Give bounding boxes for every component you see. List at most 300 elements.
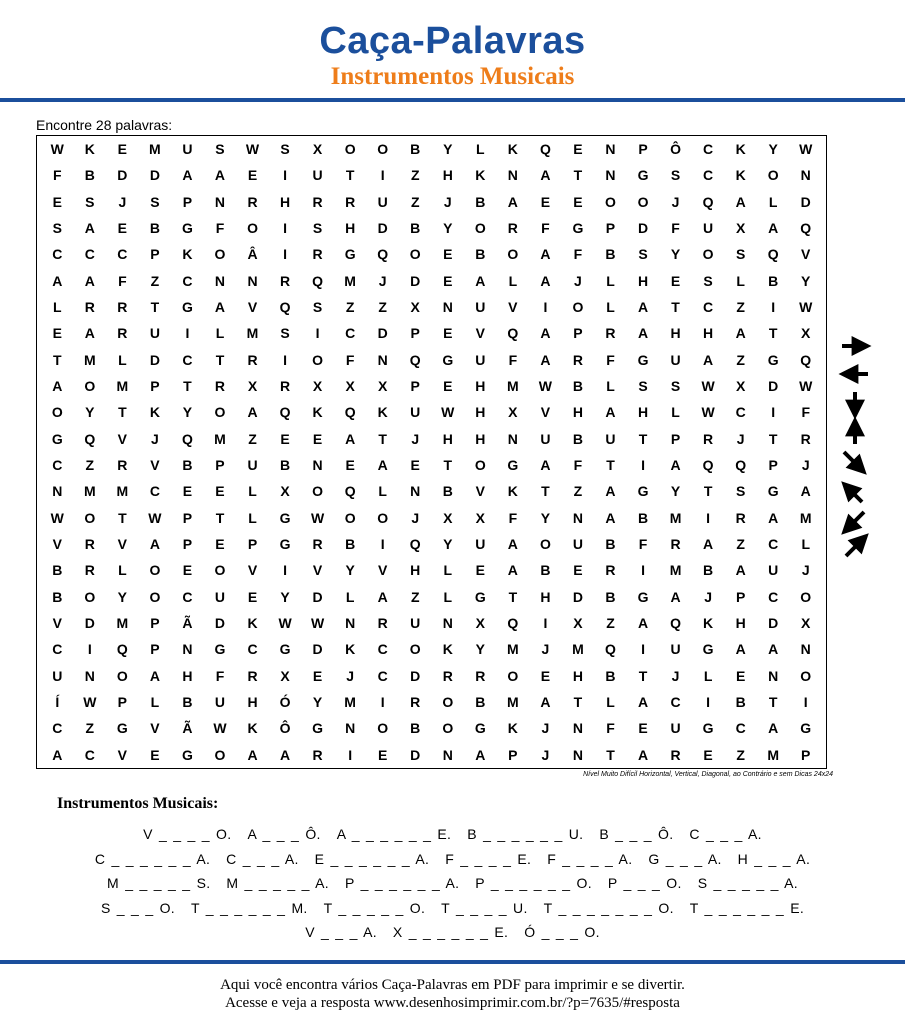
grid-letter: Q <box>767 246 779 263</box>
grid-letter: Q <box>702 457 714 474</box>
grid-letter: T <box>118 509 127 526</box>
grid-letter: E <box>247 167 258 184</box>
grid-letter: E <box>52 193 62 210</box>
grid-letter: I <box>380 694 385 711</box>
grid-letter: O <box>344 141 356 158</box>
grid-letter: C <box>247 641 258 658</box>
grid-letter: T <box>150 299 160 316</box>
grid-letter: O <box>149 588 161 605</box>
grid-letter: N <box>572 746 583 763</box>
grid-letter: U <box>247 457 258 474</box>
grid-letter: P <box>182 536 193 553</box>
grid-letter: Y <box>117 588 128 605</box>
grid-letter: T <box>768 325 778 342</box>
grid-letter: E <box>443 325 453 342</box>
grid-letter: T <box>215 509 225 526</box>
word-hint: Ó _ _ _ O. <box>524 924 600 940</box>
grid-letter: R <box>572 351 583 368</box>
grid-letter: B <box>703 562 714 579</box>
grid-letter: N <box>84 667 95 684</box>
grid-letter: E <box>280 430 290 447</box>
grid-letter: A <box>214 299 226 316</box>
grid-letter: W <box>50 141 64 158</box>
grid-letter: N <box>507 167 518 184</box>
grid-letter: T <box>703 483 713 500</box>
grid-letter: G <box>442 351 454 368</box>
grid-letter: R <box>312 193 323 210</box>
grid-letter: G <box>279 641 291 658</box>
grid-letter: Q <box>312 272 324 289</box>
grid-letter: L <box>801 536 810 553</box>
grid-letter: V <box>52 615 62 632</box>
grid-letter: N <box>442 299 453 316</box>
grid-letter: T <box>768 430 778 447</box>
grid-letter: D <box>768 615 779 632</box>
grid-letter: I <box>641 562 645 579</box>
grid-letter: O <box>409 641 421 658</box>
grid-letter: O <box>312 351 324 368</box>
grid-letter: O <box>442 694 454 711</box>
grid-letter: O <box>800 588 812 605</box>
grid-letter: S <box>703 272 713 289</box>
grid-letter: X <box>312 141 323 158</box>
grid-letter: C <box>52 457 63 474</box>
grid-letter: O <box>767 167 779 184</box>
grid-letter: K <box>507 720 518 737</box>
grid-letter: T <box>215 351 225 368</box>
grid-letter: U <box>52 667 63 684</box>
grid-letter: R <box>670 746 681 763</box>
grid-letter: V <box>117 430 128 447</box>
grid-letter: W <box>83 694 97 711</box>
grid-letter: J <box>574 272 582 289</box>
grid-letter: D <box>572 588 583 605</box>
grid-letter: L <box>215 325 225 342</box>
grid-letter: B <box>605 536 616 553</box>
grid-letter: I <box>543 615 548 632</box>
grid-letter: C <box>670 694 681 711</box>
grid-letter: A <box>637 615 649 632</box>
grid-letter: T <box>541 483 550 500</box>
grid-letter: F <box>606 351 615 368</box>
grid-letter: Y <box>182 404 193 421</box>
grid-letter: P <box>150 615 160 632</box>
grid-letter: R <box>377 615 388 632</box>
grid-letter: K <box>312 404 323 421</box>
grid-letter: E <box>345 457 355 474</box>
grid-letter: B <box>279 457 291 474</box>
grid-letter: Z <box>736 351 745 368</box>
grid-letter: C <box>768 536 779 553</box>
grid-letter: I <box>380 536 385 553</box>
grid-letter: X <box>475 615 485 632</box>
grid-letter: H <box>540 588 551 605</box>
grid-letter: A <box>735 562 746 579</box>
grid-letter: H <box>670 325 681 342</box>
grid-letter: H <box>735 615 746 632</box>
grid-letter: M <box>507 694 519 711</box>
grid-letter: U <box>540 430 551 447</box>
grid-letter: Q <box>84 430 96 447</box>
grid-letter: N <box>214 272 226 289</box>
grid-letter: B <box>637 509 649 526</box>
grid-letter: Y <box>768 141 778 158</box>
grid-letter: Y <box>280 588 290 605</box>
word-hint: T _ _ _ _ _ _ E. <box>689 899 805 916</box>
grid-letter: L <box>345 588 355 605</box>
grid-letter: J <box>671 667 680 684</box>
grid-letter: I <box>315 325 320 342</box>
grid-letter: F <box>606 720 615 737</box>
grid-letter: I <box>283 246 287 263</box>
grid-letter: D <box>149 167 160 184</box>
grid-letter: Q <box>344 404 356 421</box>
grid-letter: K <box>442 641 453 658</box>
grid-letter: D <box>214 615 226 632</box>
grid-letter: J <box>801 562 810 579</box>
grid-letter: O <box>51 404 63 421</box>
grid-letter: Q <box>409 536 421 553</box>
grid-letter: A <box>637 694 649 711</box>
grid-letter: B <box>345 536 356 553</box>
grid-letter: U <box>475 536 486 553</box>
grid-letter: G <box>572 220 584 237</box>
grid-letter: T <box>443 457 453 474</box>
grid-letter: L <box>508 272 518 289</box>
difficulty-note: Nível Muito Difícil Horizontal, Vertical, Diagonal, ao Contrário e sem Dicas 24x24 <box>583 771 833 778</box>
grid-letter: Z <box>248 430 257 447</box>
grid-letter: B <box>605 588 616 605</box>
grid-letter: M <box>116 378 129 395</box>
grid-letter: A <box>52 378 63 395</box>
grid-letter: C <box>52 246 63 263</box>
grid-letter: R <box>507 220 518 237</box>
grid-letter: M <box>572 641 584 658</box>
grid-letter: A <box>540 694 551 711</box>
grid-letter: I <box>641 457 645 474</box>
grid-letter: Z <box>410 167 420 184</box>
grid-letter: E <box>215 483 225 500</box>
grid-letter: R <box>117 299 128 316</box>
header-divider <box>0 98 905 102</box>
grid-letter: Q <box>800 351 812 368</box>
grid-letter: S <box>735 246 746 263</box>
grid-letter: J <box>150 430 159 447</box>
grid-letter: W <box>148 509 162 526</box>
grid-letter: C <box>52 641 63 658</box>
grid-letter: K <box>149 404 160 421</box>
grid-letter: D <box>377 220 388 237</box>
grid-letter: D <box>410 667 421 684</box>
grid-letter: O <box>572 299 584 316</box>
grid-letter: O <box>539 536 551 553</box>
grid-letter: D <box>84 615 95 632</box>
grid-letter: U <box>149 325 160 342</box>
grid-letter: B <box>540 562 551 579</box>
grid-letter: F <box>52 167 62 184</box>
grid-letter: G <box>702 641 714 658</box>
grid-letter: Q <box>670 615 681 632</box>
grid-letter: Z <box>736 299 745 316</box>
grid-letter: C <box>182 588 193 605</box>
grid-letter: B <box>410 720 421 737</box>
grid-letter: A <box>377 588 388 605</box>
grid-letter: W <box>701 404 715 421</box>
word-hint: T _ _ _ _ _ _ _ O. <box>543 899 674 916</box>
grid-letter: R <box>84 299 95 316</box>
grid-letter: T <box>508 588 518 605</box>
grid-letter: D <box>312 641 323 658</box>
grid-letter: R <box>247 351 258 368</box>
grid-letter: H <box>475 430 486 447</box>
grid-letter: Y <box>475 641 485 658</box>
grid-letter: I <box>348 746 353 763</box>
grid-letter: Z <box>410 588 420 605</box>
grid-letter: S <box>670 167 681 184</box>
grid-letter: F <box>215 220 225 237</box>
grid-letter: D <box>312 588 323 605</box>
grid-letter: V <box>52 536 62 553</box>
grid-letter: L <box>671 404 680 421</box>
grid-letter: D <box>410 746 421 763</box>
grid-letter: A <box>507 193 518 210</box>
grid-letter: C <box>735 720 746 737</box>
grid-letter: I <box>185 325 190 342</box>
grid-letter: E <box>52 325 62 342</box>
grid-letter: K <box>247 615 258 632</box>
grid-letter: P <box>410 378 420 395</box>
grid-letter: K <box>703 615 714 632</box>
grid-letter: C <box>52 720 63 737</box>
grid-letter: H <box>182 667 193 684</box>
grid-letter: Ã <box>182 615 193 632</box>
grid-letter: O <box>116 667 128 684</box>
grid-letter: L <box>606 378 615 395</box>
grid-letter: J <box>541 641 550 658</box>
grid-letter: V <box>801 246 811 263</box>
word-hint: P _ _ _ O. <box>607 875 682 891</box>
grid-letter: E <box>117 220 128 237</box>
grid-letter: H <box>345 220 356 237</box>
grid-letter: B <box>182 694 193 711</box>
grid-letter: B <box>52 562 63 579</box>
grid-letter: M <box>507 641 519 658</box>
grid-letter: U <box>703 220 714 237</box>
grid-letter: X <box>801 325 811 342</box>
word-hint: M _ _ _ _ _ A. <box>226 875 329 891</box>
grid-letter: Y <box>85 404 95 421</box>
word-hint: V _ _ _ A. <box>305 924 377 940</box>
grid-letter: E <box>735 667 746 684</box>
grid-letter: W <box>799 141 813 158</box>
word-hint: X _ _ _ _ _ _ E. <box>392 924 509 940</box>
grid-letter: X <box>801 615 811 632</box>
word-hint: C _ _ _ A. <box>689 826 762 842</box>
grid-letter: O <box>84 509 96 526</box>
grid-letter: K <box>507 483 518 500</box>
grid-letter: E <box>443 378 453 395</box>
grid-letter: T <box>638 430 648 447</box>
grid-letter: N <box>507 430 518 447</box>
word-list <box>0 822 905 945</box>
word-hint: T _ _ _ _ _ O. <box>323 899 426 916</box>
grid-letter: C <box>84 246 95 263</box>
grid-letter: T <box>378 430 387 447</box>
grid-letter: T <box>183 378 192 395</box>
grid-letter: M <box>214 430 226 447</box>
grid-letter: B <box>605 667 616 684</box>
grid-letter: D <box>637 220 649 237</box>
grid-letter: E <box>215 536 225 553</box>
grid-letter: P <box>670 430 681 447</box>
grid-letter: D <box>117 167 128 184</box>
grid-letter: E <box>410 457 420 474</box>
word-hint: B _ _ _ Ô. <box>599 826 674 842</box>
grid-letter: A <box>768 509 779 526</box>
grid-letter: S <box>215 141 225 158</box>
word-hint: B _ _ _ _ _ _ U. <box>467 826 584 842</box>
page-subtitle: Instrumentos Musicais <box>330 63 575 90</box>
grid-letter: X <box>378 378 388 395</box>
grid-letter: A <box>182 167 193 184</box>
grid-letter: Y <box>312 694 323 711</box>
grid-letter: H <box>475 404 486 421</box>
grid-letter: U <box>605 430 616 447</box>
grid-letter: Q <box>735 457 747 474</box>
grid-letter: C <box>182 351 193 368</box>
grid-letter: R <box>670 536 681 553</box>
grid-letter: R <box>800 430 811 447</box>
grid-letter: X <box>280 483 290 500</box>
grid-letter: A <box>735 193 746 210</box>
grid-letter: C <box>735 404 746 421</box>
footer <box>0 976 905 1012</box>
grid-letter: A <box>84 325 95 342</box>
grid-letter: I <box>771 299 776 316</box>
grid-letter: B <box>572 430 583 447</box>
grid-letter: O <box>507 246 519 263</box>
grid-letter: A <box>540 272 551 289</box>
grid-letter: N <box>214 193 226 210</box>
grid-letter: P <box>801 746 811 763</box>
grid-letter: A <box>377 457 388 474</box>
grid-letter: H <box>475 378 486 395</box>
grid-letter: G <box>767 351 779 368</box>
grid-letter: M <box>767 746 780 763</box>
grid-letter: H <box>637 272 649 289</box>
grid-letter: L <box>118 562 127 579</box>
grid-letter: O <box>800 667 812 684</box>
word-hint: P _ _ _ _ _ _ A. <box>345 875 460 891</box>
grid-letter: S <box>280 141 290 158</box>
grid-letter: Z <box>378 299 387 316</box>
grid-letter: O <box>149 562 161 579</box>
grid-letter: A <box>735 325 746 342</box>
grid-letter: Q <box>409 351 421 368</box>
word-hint: V _ _ _ _ O. <box>143 826 232 842</box>
footer-line-2: Acesse e veja a resposta www.desenhosimprimir.com.br/?p=7635/#resposta <box>225 995 680 1011</box>
grid-letter: O <box>377 720 389 737</box>
grid-letter: R <box>312 246 323 263</box>
grid-letter: O <box>312 483 324 500</box>
grid-letter: A <box>149 667 160 684</box>
grid-letter: K <box>345 641 356 658</box>
grid-letter: F <box>638 536 648 553</box>
grid-letter: T <box>606 457 615 474</box>
grid-letter: P <box>150 246 160 263</box>
grid-letter: C <box>182 272 193 289</box>
grid-letter: B <box>572 378 583 395</box>
grid-letter: D <box>800 193 811 210</box>
grid-letter: A <box>670 457 681 474</box>
grid-letter: G <box>279 536 291 553</box>
grid-letter: J <box>671 193 680 210</box>
grid-letter: N <box>800 167 811 184</box>
grid-letter: H <box>247 694 258 711</box>
grid-letter: E <box>638 720 648 737</box>
grid-letter: P <box>605 220 616 237</box>
grid-letter: I <box>380 167 385 184</box>
grid-letter: O <box>507 667 519 684</box>
grid-letter: J <box>378 272 387 289</box>
grid-letter: V <box>150 457 160 474</box>
grid-letter: T <box>345 167 355 184</box>
grid-letter: Y <box>443 220 453 237</box>
grid-letter: X <box>735 220 746 237</box>
grid-letter: U <box>572 536 583 553</box>
grid-letter: C <box>149 483 160 500</box>
grid-letter: Q <box>279 299 291 316</box>
grid-letter: D <box>149 351 160 368</box>
grid-letter: F <box>801 404 810 421</box>
grid-letter: C <box>768 588 779 605</box>
grid-letter: X <box>443 509 453 526</box>
grid-letter: N <box>312 457 323 474</box>
grid-letter: C <box>703 299 714 316</box>
grid-letter: O <box>247 220 258 237</box>
grid-letter: O <box>702 246 714 263</box>
grid-letter: E <box>150 746 160 763</box>
grid-letter: T <box>606 746 615 763</box>
grid-letter: A <box>475 272 486 289</box>
grid-letter: Q <box>800 220 812 237</box>
grid-letter: L <box>118 351 127 368</box>
grid-letter: T <box>573 694 583 711</box>
grid-letter: G <box>181 746 193 763</box>
word-line <box>0 847 905 872</box>
grid-letter: B <box>475 694 486 711</box>
grid-letter: N <box>605 141 616 158</box>
grid-letter: P <box>117 694 128 711</box>
grid-letter: S <box>670 378 681 395</box>
grid-letter: M <box>669 562 682 579</box>
grid-letter: P <box>182 193 193 210</box>
grid-letter: H <box>410 562 421 579</box>
grid-letter: S <box>280 325 290 342</box>
grid-letter: H <box>572 404 583 421</box>
grid-letter: E <box>573 562 583 579</box>
grid-letter: M <box>246 325 259 342</box>
grid-letter: G <box>767 483 779 500</box>
instruction-text: Encontre 28 palavras: <box>36 117 173 133</box>
word-hint: F _ _ _ _ A. <box>547 850 633 867</box>
grid-letter: Z <box>736 746 745 763</box>
grid-letter: I <box>543 299 548 316</box>
grid-letter: L <box>606 272 615 289</box>
grid-letter: E <box>443 272 453 289</box>
grid-letter: G <box>312 720 324 737</box>
grid-letter: U <box>182 141 193 158</box>
